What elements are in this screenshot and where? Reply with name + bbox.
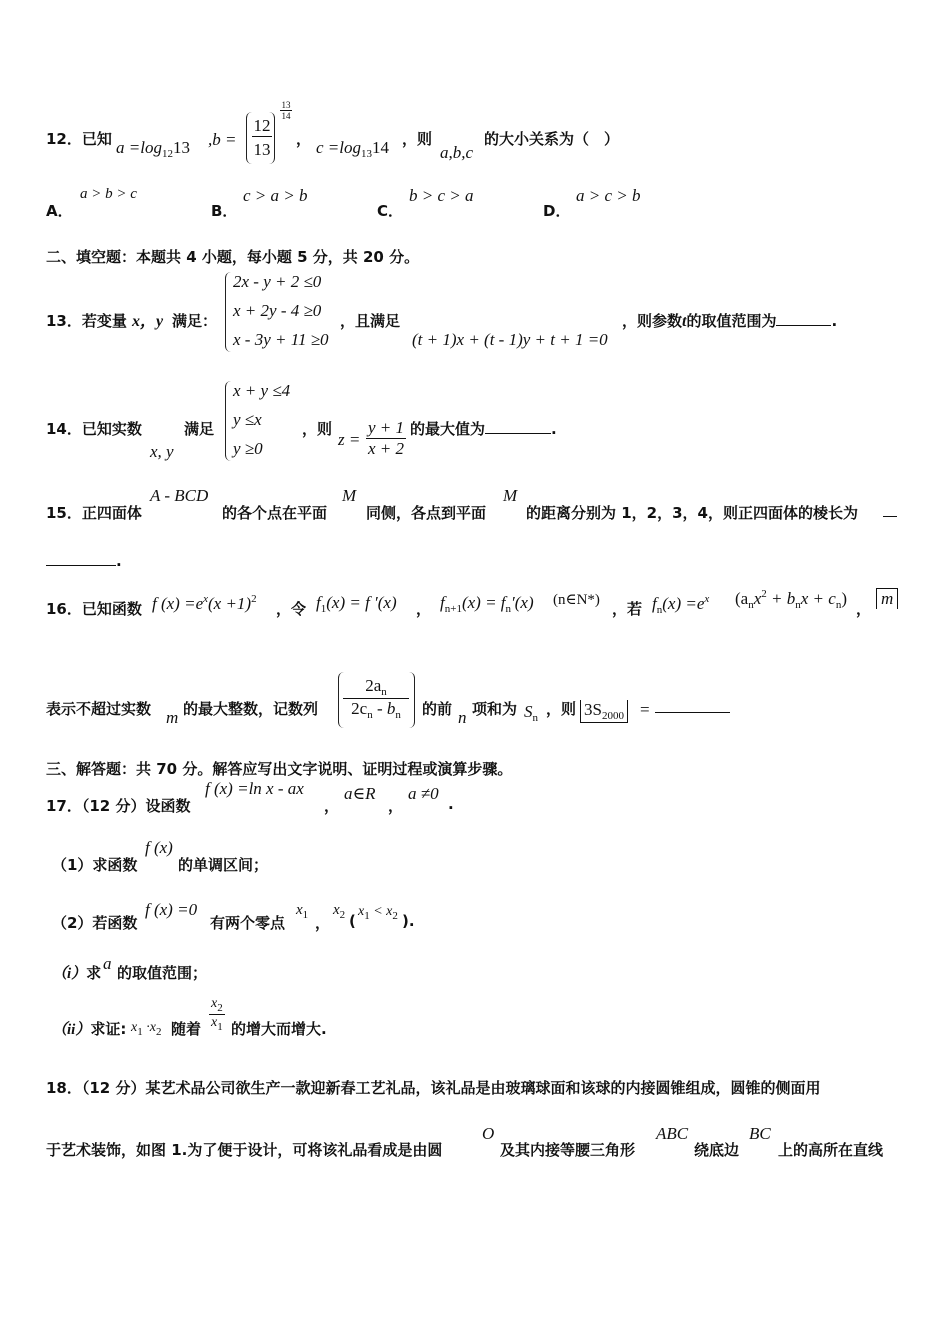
- q16-m: m: [166, 708, 179, 727]
- q14-text-b: 满足: [184, 420, 215, 438]
- q16-comma-2: ，: [856, 600, 872, 618]
- q16-comma: ，: [416, 600, 432, 618]
- q13-text-a: 13．若变量: [46, 312, 127, 330]
- q14-then: ，则: [302, 420, 333, 438]
- q16-line2-c: 的前: [422, 700, 453, 718]
- q12-vars: a,b,c: [440, 143, 474, 162]
- q17-paren-close: ).: [402, 912, 415, 930]
- q13-text-b: 满足：: [172, 312, 218, 330]
- q16-fn-form: $f_n(x) =e^x$: [652, 593, 710, 616]
- q17-a-in-r: a∈R: [344, 784, 376, 803]
- q14-text-a: 14．已知实数: [46, 420, 142, 438]
- q16-answer-blank[interactable]: [655, 712, 730, 713]
- q16-polynomial: $(a_nx^2 + b_nx + c_n)$: [735, 588, 847, 611]
- q17-ii-line: （ii）求证:: [52, 1020, 127, 1038]
- q17-ii-text-c: 的增大而增大.: [231, 1020, 327, 1038]
- q17-function: f (x) =ln x - ax: [205, 779, 304, 798]
- q12-number: 12．已知: [46, 130, 112, 148]
- q16-floor-answer: $3S_{2000}$: [580, 700, 628, 723]
- q17-x1: $x_1$: [296, 902, 309, 921]
- section-2-heading: 二、填空题：本题共 4 小题，每小题 5 分，共 20 分。: [46, 248, 420, 266]
- q13-and: ，且满足: [340, 312, 401, 330]
- q17-zero-comma: ，: [315, 914, 331, 932]
- q12-comma: ，: [296, 130, 312, 148]
- section-3-heading: 三、解答题：共 70 分。解答应写出文字说明、证明过程或演算步骤。: [46, 760, 513, 778]
- q12-b-right-paren: [268, 112, 275, 164]
- q17-i-line: （i）求: [52, 964, 102, 982]
- q17-i-a: a: [103, 954, 112, 973]
- q12-c-expression: $c =\log_{13}14$: [316, 138, 389, 160]
- q17-i-text-b: 的取值范围；: [117, 964, 208, 982]
- q17-x2: $x_2$: [333, 902, 346, 921]
- q15-blank-line2: .: [46, 552, 122, 570]
- q17-part2-a: （2）若函数: [52, 914, 138, 932]
- q15-plane-m-2: M: [503, 486, 518, 505]
- q16-text-a: 16．已知函数: [46, 600, 142, 618]
- q15-tetrahedron: A - BCD: [150, 486, 209, 505]
- q16-fn-recursion: $f_{n+1}(x) = f_n'(x)$: [440, 593, 534, 615]
- q12-b-numerator: 12: [253, 116, 271, 135]
- q14-answer-blank[interactable]: [485, 433, 551, 434]
- q12-option-b-expr: c > a > b: [243, 186, 308, 205]
- q15-text-d: 的距离分别为 1，2，3，4，则正四面体的棱长为: [526, 504, 858, 522]
- q13-line-eq: (t + 1)x + (t - 1)y + t + 1 =0: [412, 330, 608, 349]
- q16-f-definition: f $(x) =e^x(x +1)^2$: [152, 593, 257, 613]
- q12-option-c-label: C．: [377, 202, 404, 220]
- q17-comma-2: ，: [388, 797, 404, 815]
- q16-f1: $f_1(x) = f$ ′(x): [316, 593, 397, 615]
- q17-order: $x_1 < x_2$: [358, 904, 398, 922]
- q13-ineq-1: 2x - y + 2 ≤0: [233, 272, 322, 291]
- q12-option-d-expr: a > c > b: [576, 186, 641, 205]
- q12-option-a-expr: a > b > c: [80, 186, 137, 202]
- q17-part2-f: f (x) =0: [145, 900, 198, 919]
- q16-condition: (n∈N*): [553, 592, 600, 608]
- q17-ii-fraction: $x_2$ $x_1$: [211, 996, 223, 1033]
- q17-paren-open: (: [349, 912, 356, 930]
- q16-floor-m: m: [876, 588, 898, 609]
- q14-ineq-1: x + y ≤4: [233, 381, 291, 400]
- q15-text-c: 同侧，各点到平面: [366, 504, 487, 522]
- q14-ask: 的最大值为 .: [410, 420, 557, 438]
- q13-system-brace: [225, 272, 233, 352]
- q14-z-fraction: y + 1 x + 2: [368, 418, 405, 458]
- q12-option-a-label: A．: [46, 202, 73, 220]
- q16-line2-e: ，则: [546, 700, 577, 718]
- q14-z: z =: [338, 430, 361, 449]
- q13-ineq-2: x + 2y - 4 ≥0: [233, 301, 322, 320]
- q16-line2-b: 的最大整数，记数列: [183, 700, 319, 718]
- q15-plane-m-1: M: [342, 486, 357, 505]
- q17-comma-1: ，: [324, 797, 340, 815]
- q17-part1-b: 的单调区间；: [178, 856, 269, 874]
- q12-option-c-expr: b > c > a: [409, 186, 474, 205]
- q13-xy: x，y: [132, 313, 164, 330]
- q12-a-expression: $a =\log_{12}13$: [116, 138, 190, 160]
- q16-line2-a: 表示不超过实数: [46, 700, 152, 718]
- q12-ask: 的大小关系为（ ）: [484, 130, 620, 148]
- q16-n: n: [458, 708, 467, 727]
- q12-option-d-label: D．: [543, 202, 571, 220]
- q18-line2-d: 上的高所在直线: [778, 1141, 884, 1159]
- q13-then: ，则参数t的取值范围为 .: [622, 312, 838, 330]
- q16-if: ，若: [612, 600, 643, 618]
- q16-line2-d: 项和为: [472, 700, 518, 718]
- q12-b-fraction: [246, 112, 272, 164]
- q16-equals: =: [640, 700, 650, 719]
- q17-part1-a: （1）求函数: [52, 856, 138, 874]
- q18-line-1: 18．（12 分）某艺术品公司欲生产一款迎新春工艺礼品，该礼品是由玻璃球面和该球的内接圆锥组成，圆锥的侧面用: [46, 1079, 821, 1097]
- q12-option-b-label: B．: [211, 202, 238, 220]
- q17-heading: 17．（12 分）设函数: [46, 797, 191, 815]
- q15-blank-start[interactable]: [883, 516, 897, 517]
- q17-a-nonzero: a ≠0: [408, 784, 439, 803]
- q18-line2-c: 绕底边: [694, 1141, 740, 1159]
- q15-text-a: 15．正四面体: [46, 504, 142, 522]
- q14-system-brace: [225, 381, 233, 461]
- q17-ii-text-b: 随着: [171, 1020, 202, 1038]
- q14-vars: x, y: [150, 442, 174, 461]
- q18-line2-a: 于艺术装饰，如图 1.为了便于设计，可将该礼品看成是由圆: [46, 1141, 443, 1159]
- q17-ii-product: $x_1 \cdot x_2$: [131, 1020, 162, 1038]
- q15-text-b: 的各个点在平面: [222, 504, 328, 522]
- q16-seq-right-brace: [407, 672, 415, 728]
- q12-b-exponent: 13 14: [281, 100, 291, 121]
- q17-part2-b: 有两个零点: [210, 914, 286, 932]
- q12-b-prefix: ,b =: [208, 130, 237, 149]
- q13-ineq-3: x - 3y + 11 ≥0: [233, 330, 329, 349]
- q14-ineq-2: y ≤x: [233, 410, 262, 429]
- q17-part1-f: f (x): [145, 838, 173, 857]
- q16-sn: $S_n$: [524, 702, 538, 724]
- q18-base-bc: BC: [749, 1124, 771, 1143]
- q12-b-denominator: 13: [253, 140, 271, 159]
- q17-end: .: [448, 795, 454, 813]
- q14-ineq-3: y ≥0: [233, 439, 263, 458]
- q18-circle-o: O: [482, 1124, 495, 1143]
- q16-let: ，令: [276, 600, 307, 618]
- q16-seq-fraction: $2a_n$ $2c_n - b_n$: [343, 676, 409, 721]
- q12-then: ，则: [402, 130, 433, 148]
- q13-answer-blank[interactable]: [776, 325, 831, 326]
- q15-answer-blank[interactable]: [46, 565, 116, 566]
- q18-triangle-abc: ABC: [656, 1124, 689, 1143]
- q18-line2-b: 及其内接等腰三角形: [500, 1141, 636, 1159]
